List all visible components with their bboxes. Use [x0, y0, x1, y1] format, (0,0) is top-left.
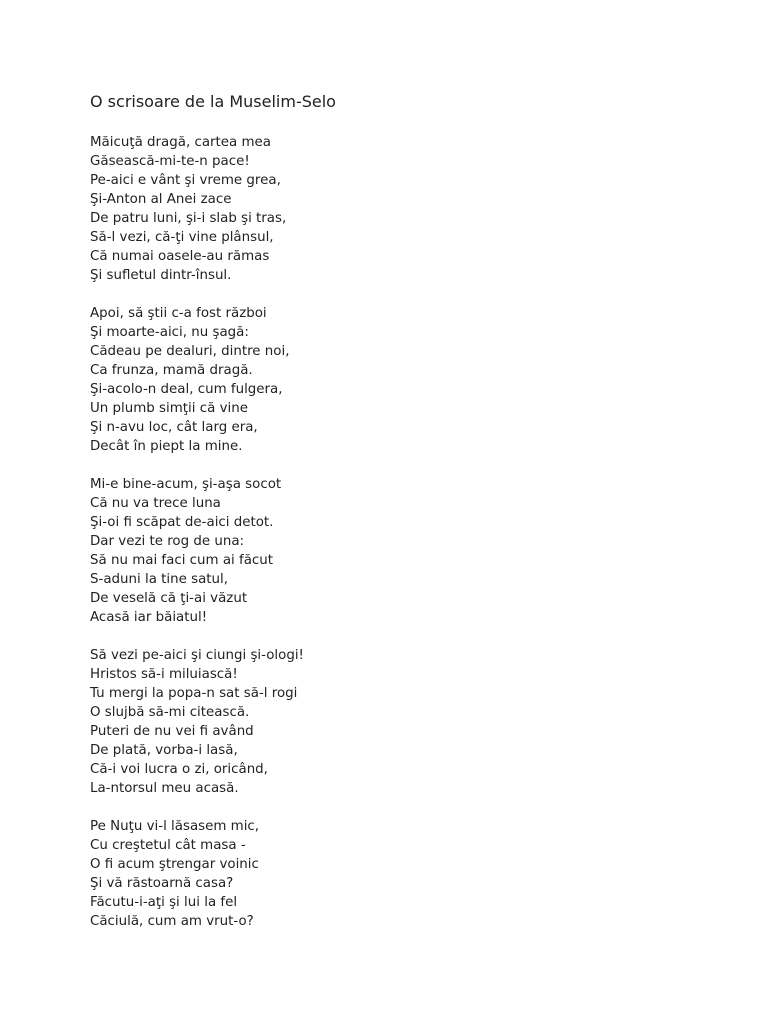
poem-line: Să nu mai faci cum ai făcut	[90, 553, 274, 568]
poem-line: Căciulă, cum am vrut-o?	[90, 914, 254, 929]
poem-line: Şi vă răstoarnă casa?	[90, 876, 234, 891]
stanza-3	[90, 475, 304, 627]
poem-line: De veselă că ţi-ai văzut	[90, 591, 248, 606]
poem-line: Puteri de nu vei fi având	[90, 724, 254, 739]
poem-line: O fi acum ştrengar voinic	[90, 857, 259, 872]
poem-line: Să vezi pe-aici şi ciungi şi-ologi!	[90, 648, 304, 663]
poem-line: Pe Nuţu vi-l lăsasem mic,	[90, 819, 260, 834]
poem-line: Apoi, să ştii c-a fost război	[90, 306, 267, 321]
stanza-4	[90, 646, 304, 798]
poem-title: O scrisoare de la Muselim-Selo	[90, 92, 336, 111]
poem-line: Măicuţă dragă, cartea mea	[90, 135, 271, 150]
poem-line: Cădeau pe dealuri, dintre noi,	[90, 344, 290, 359]
poem-line: O slujbă să-mi citească.	[90, 705, 250, 720]
poem-line: Cu creştetul cât masa -	[90, 838, 246, 853]
poem-line: Şi moarte-aici, nu şagă:	[90, 325, 249, 340]
poem-line: Şi sufletul dintr-însul.	[90, 268, 232, 283]
poem-line: La-ntorsul meu acasă.	[90, 781, 239, 796]
poem-line: Făcutu-i-aţi şi lui la fel	[90, 895, 238, 910]
poem-line: Că nu va trece luna	[90, 496, 221, 511]
poem-body	[90, 133, 304, 950]
stanza-5	[90, 817, 304, 931]
poem-line: Hristos să-i miluiască!	[90, 667, 238, 682]
poem-line: Şi-Anton al Anei zace	[90, 192, 232, 207]
poem-line: Tu mergi la popa-n sat să-l rogi	[90, 686, 298, 701]
poem-line: Ca frunza, mamă dragă.	[90, 363, 253, 378]
stanza-2	[90, 304, 304, 456]
poem-line: Decât în piept la mine.	[90, 439, 243, 454]
poem-line: De plată, vorba-i lasă,	[90, 743, 238, 758]
poem-line: Şi-oi fi scăpat de-aici detot.	[90, 515, 274, 530]
poem-line: Şi n-avu loc, cât larg era,	[90, 420, 258, 435]
poem-line: Un plumb simţii că vine	[90, 401, 248, 416]
poem-line: Şi-acolo-n deal, cum fulgera,	[90, 382, 283, 397]
poem-line: Că-i voi lucra o zi, oricând,	[90, 762, 268, 777]
stanza-1	[90, 133, 304, 285]
poem-line: Acasă iar băiatul!	[90, 610, 208, 625]
poem-line: Găsească-mi-te-n pace!	[90, 154, 250, 169]
poem-line: De patru luni, şi-i slab şi tras,	[90, 211, 287, 226]
poem-line: Mi-e bine-acum, şi-aşa socot	[90, 477, 282, 492]
poem-line: Că numai oasele-au rămas	[90, 249, 270, 264]
poem-line: Dar vezi te rog de una:	[90, 534, 245, 549]
poem-line: Pe-aici e vânt şi vreme grea,	[90, 173, 281, 188]
poem-line: S-aduni la tine satul,	[90, 572, 229, 587]
poem-line: Să-l vezi, că-ţi vine plânsul,	[90, 230, 274, 245]
